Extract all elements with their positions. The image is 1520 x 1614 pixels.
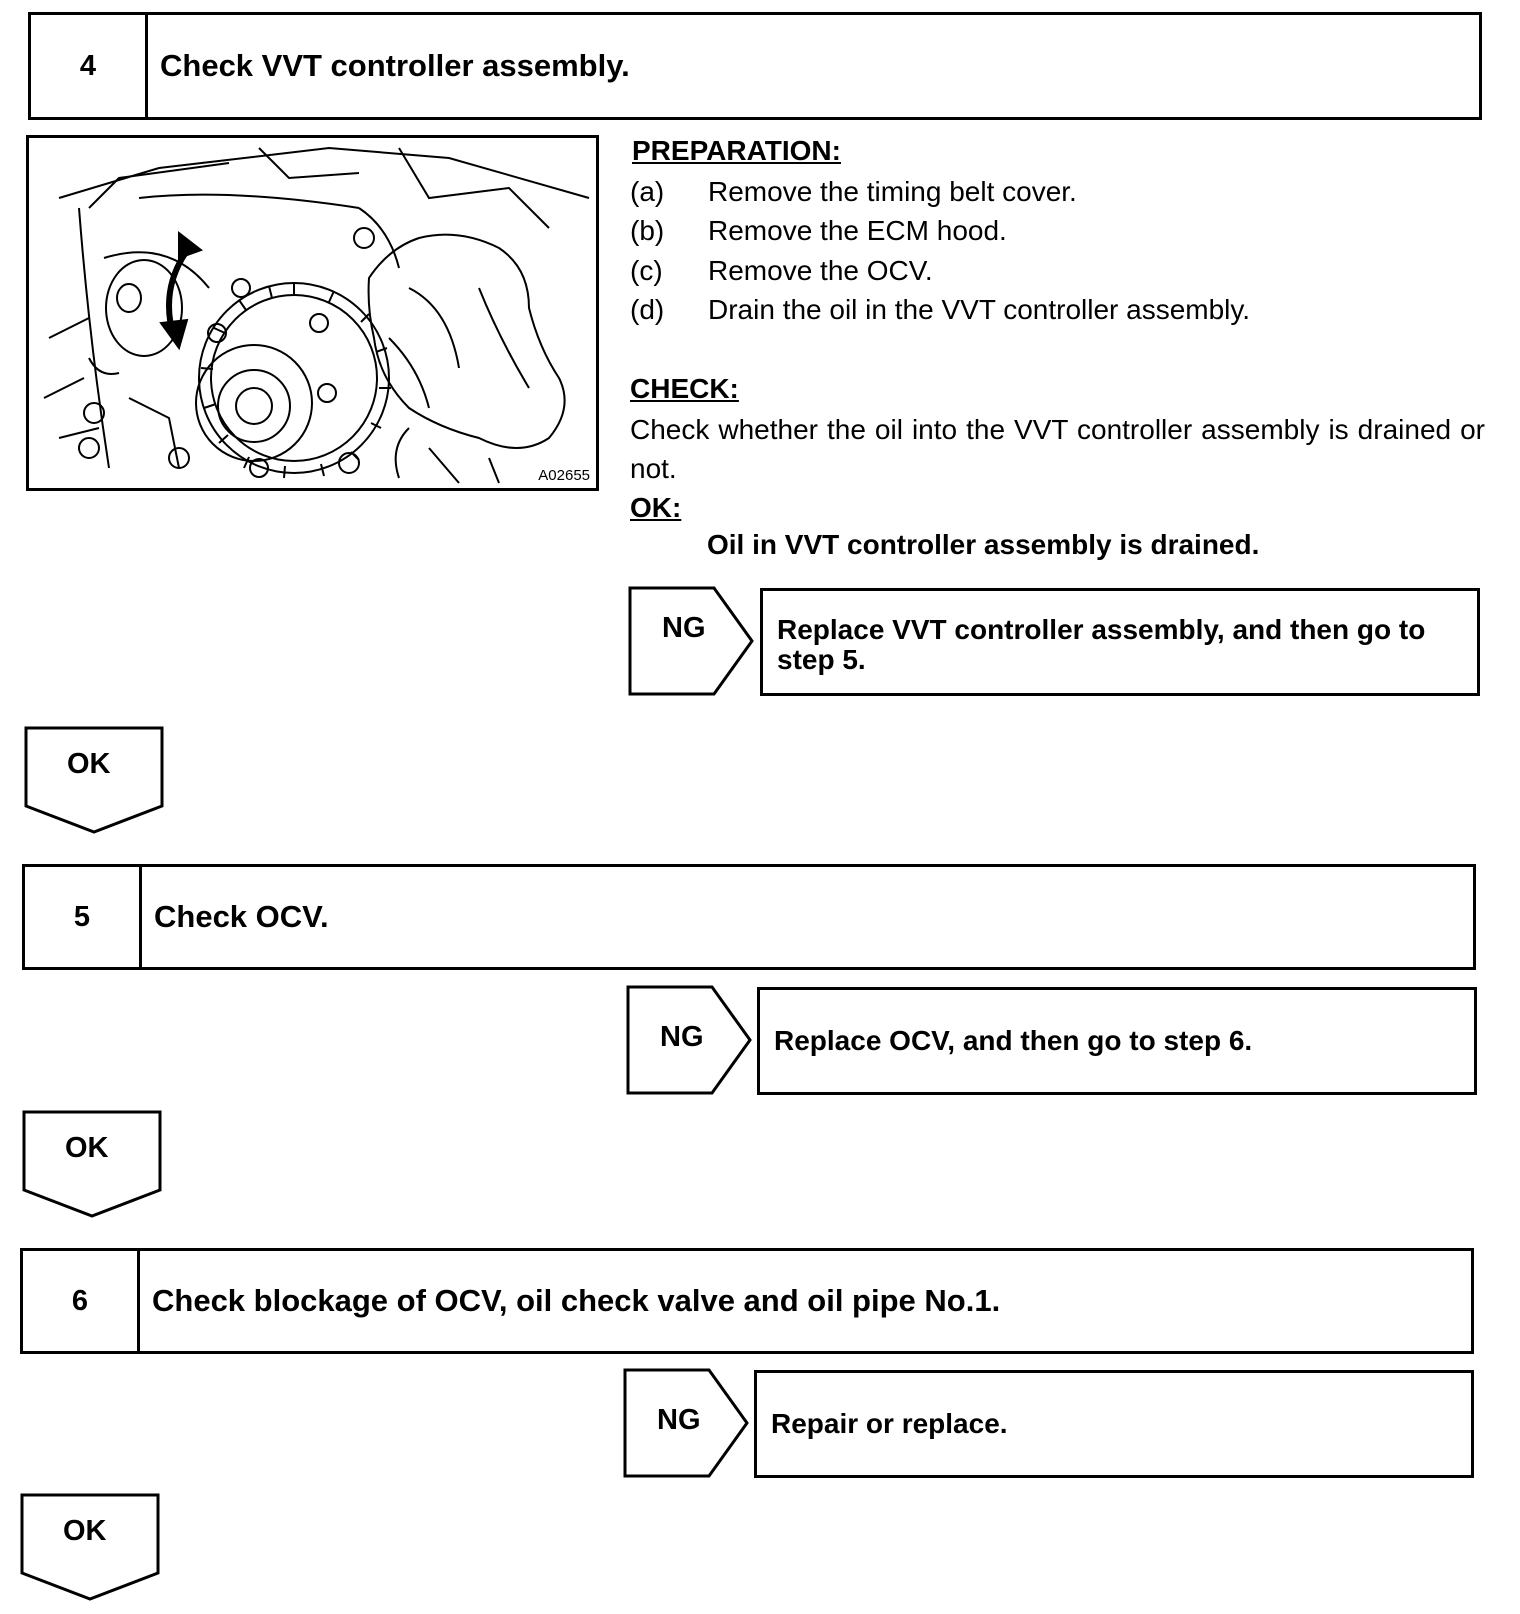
figure-code: A02655 (538, 467, 590, 484)
ok-label: OK (67, 748, 111, 780)
preparation-list (630, 172, 1490, 330)
ng-branch-step-6 (623, 1368, 753, 1478)
step-5-title: Check OCV. (154, 899, 329, 934)
item-letter: (c) (630, 254, 663, 286)
preparation-heading: PREPARATION: (632, 135, 841, 166)
ok-branch-step-5 (22, 1110, 162, 1218)
step-6-number: 6 (23, 1251, 140, 1351)
ng-action-step-5: Replace OCV, and then go to step 6. (757, 987, 1477, 1095)
list-item (630, 251, 1490, 291)
item-text: Remove the ECM hood. (708, 215, 1007, 247)
vvt-controller-illustration (26, 135, 599, 491)
ng-branch-step-4 (628, 586, 758, 696)
item-letter: (b) (630, 215, 665, 247)
item-text: Drain the oil in the VVT controller assembly. (708, 294, 1251, 326)
item-letter: (a) (630, 175, 665, 207)
step-4-number: 4 (31, 15, 148, 117)
step-6-header (20, 1248, 1474, 1354)
step-5-header (22, 864, 1476, 970)
step-6-title: Check blockage of OCV, oil check valve and oil pipe No.1. (152, 1283, 1001, 1318)
ok-criteria-heading: OK: (630, 492, 682, 523)
ng-action-step-4: Replace VVT controller assembly, and then go to step 5. (760, 588, 1480, 696)
check-text: Check whether the oil into the VVT controller assembly is drained or not. (630, 414, 1485, 484)
ok-branch-step-4 (24, 726, 164, 834)
ok-branch-step-6 (20, 1493, 160, 1601)
ng-action-step-6: Repair or replace. (754, 1370, 1474, 1478)
list-item (630, 212, 1490, 252)
item-text: Remove the OCV. (708, 254, 933, 286)
ng-label: NG (660, 1021, 704, 1053)
step-4-header (28, 12, 1482, 120)
list-item (630, 172, 1490, 212)
item-text: Remove the timing belt cover. (708, 175, 1077, 207)
ng-label: NG (662, 612, 706, 644)
step-4-title: Check VVT controller assembly. (160, 48, 630, 83)
check-heading: CHECK: (630, 373, 739, 404)
item-letter: (d) (630, 294, 665, 326)
ng-branch-step-5 (626, 985, 756, 1095)
ok-label: OK (63, 1515, 107, 1547)
list-item (630, 291, 1490, 331)
step-5-number: 5 (25, 867, 142, 967)
engine-drawing (29, 138, 596, 488)
ng-label: NG (657, 1404, 701, 1436)
ok-criteria-text: Oil in VVT controller assembly is drained. (707, 529, 1260, 560)
ok-label: OK (65, 1132, 109, 1164)
